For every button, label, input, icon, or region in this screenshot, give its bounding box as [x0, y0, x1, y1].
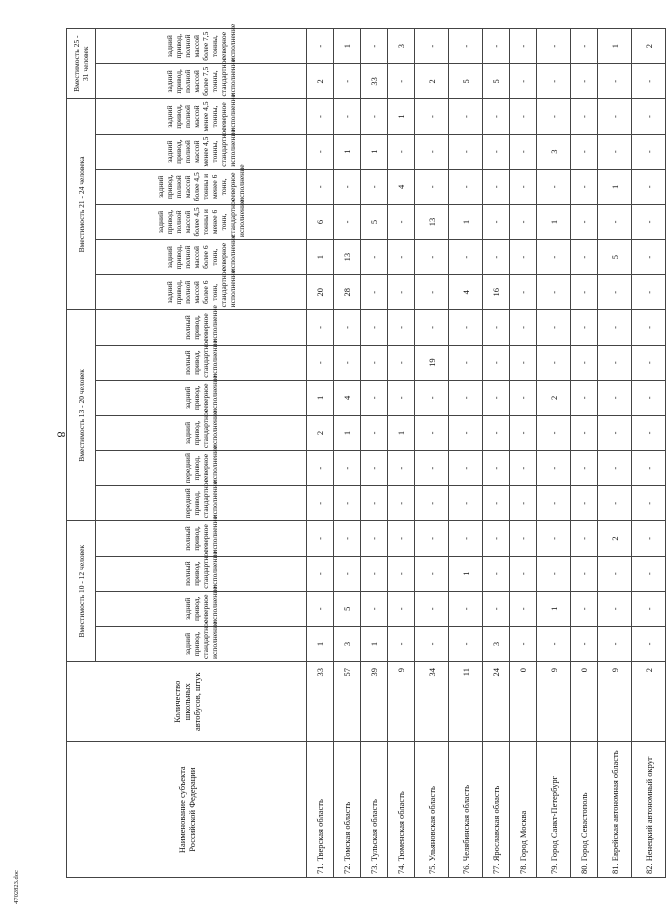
- region-name-cell: 82. Ненецкий автономный округ: [632, 742, 666, 878]
- header-subcol: полный привод, северное исполнение: [96, 310, 307, 345]
- table-body: [307, 29, 666, 878]
- value-cell: -: [449, 99, 483, 134]
- bus-count-cell: 33: [307, 662, 334, 742]
- value-cell: -: [632, 591, 666, 626]
- value-cell: -: [598, 486, 632, 521]
- value-cell: 1: [449, 204, 483, 239]
- header-region-name: Наименование субъекта Российской Федерации: [67, 742, 307, 878]
- value-cell: -: [483, 345, 510, 380]
- value-cell: -: [598, 380, 632, 415]
- value-cell: -: [537, 451, 571, 486]
- header-subcol: полный привод, северное исполнение: [96, 521, 307, 556]
- value-cell: -: [571, 204, 598, 239]
- region-name-cell: 73. Тульская область: [361, 742, 388, 878]
- header-group-25-31: Вместимость 25 - 31 человек: [67, 29, 96, 99]
- value-cell: -: [307, 310, 334, 345]
- bus-count-cell: 57: [334, 662, 361, 742]
- value-cell: 1: [449, 556, 483, 591]
- value-cell: -: [388, 134, 415, 169]
- value-cell: 1: [307, 380, 334, 415]
- value-cell: -: [632, 486, 666, 521]
- value-cell: -: [388, 240, 415, 275]
- value-cell: -: [415, 134, 449, 169]
- value-cell: 5: [361, 204, 388, 239]
- value-cell: -: [598, 626, 632, 661]
- value-cell: -: [598, 275, 632, 310]
- value-cell: 2: [632, 29, 666, 64]
- value-cell: -: [483, 169, 510, 204]
- value-cell: 3: [334, 626, 361, 661]
- value-cell: 16: [483, 275, 510, 310]
- bus-count-cell: 11: [449, 662, 483, 742]
- value-cell: -: [598, 99, 632, 134]
- bus-count-cell: 24: [483, 662, 510, 742]
- value-cell: -: [307, 29, 334, 64]
- value-cell: -: [571, 380, 598, 415]
- value-cell: 1: [334, 415, 361, 450]
- value-cell: 13: [415, 204, 449, 239]
- value-cell: -: [598, 591, 632, 626]
- value-cell: 4: [388, 169, 415, 204]
- value-cell: -: [571, 99, 598, 134]
- value-cell: -: [571, 345, 598, 380]
- value-cell: 4: [449, 275, 483, 310]
- value-cell: 2: [307, 64, 334, 99]
- value-cell: -: [510, 486, 537, 521]
- header-subcol: задний привод, полной массой более 4,5 тонны и менее 6 тонн, стандартное исполнение: [96, 204, 307, 239]
- value-cell: -: [510, 591, 537, 626]
- value-cell: -: [307, 451, 334, 486]
- rotated-table-container: [66, 23, 654, 878]
- value-cell: 19: [415, 345, 449, 380]
- value-cell: -: [632, 99, 666, 134]
- value-cell: -: [334, 169, 361, 204]
- header-subcol: задний привод, полной массой более 6 тонн, стандартное исполнение: [96, 275, 307, 310]
- value-cell: -: [361, 556, 388, 591]
- value-cell: -: [334, 204, 361, 239]
- region-name-cell: 76. Челябинская область: [449, 742, 483, 878]
- value-cell: -: [571, 169, 598, 204]
- value-cell: -: [361, 380, 388, 415]
- value-cell: -: [632, 345, 666, 380]
- value-cell: -: [632, 415, 666, 450]
- value-cell: -: [571, 275, 598, 310]
- table-row: [388, 29, 415, 878]
- value-cell: -: [483, 380, 510, 415]
- value-cell: -: [361, 415, 388, 450]
- table-row: [415, 29, 449, 878]
- value-cell: -: [537, 169, 571, 204]
- value-cell: 1: [537, 591, 571, 626]
- value-cell: -: [361, 451, 388, 486]
- value-cell: -: [632, 240, 666, 275]
- value-cell: -: [632, 451, 666, 486]
- value-cell: -: [598, 556, 632, 591]
- header-subcol: задний привод, полной массой более 7,5 тонны, северное исполнение: [96, 29, 307, 64]
- value-cell: -: [449, 380, 483, 415]
- value-cell: -: [334, 64, 361, 99]
- region-name-cell: 81. Еврейская автономная область: [598, 742, 632, 878]
- value-cell: -: [307, 99, 334, 134]
- value-cell: -: [307, 591, 334, 626]
- value-cell: -: [361, 310, 388, 345]
- table-row: [598, 29, 632, 878]
- value-cell: -: [415, 521, 449, 556]
- value-cell: -: [537, 521, 571, 556]
- value-cell: -: [483, 99, 510, 134]
- value-cell: -: [537, 345, 571, 380]
- value-cell: -: [388, 556, 415, 591]
- region-name-cell: 77. Ярославская область: [483, 742, 510, 878]
- value-cell: -: [388, 486, 415, 521]
- value-cell: -: [388, 380, 415, 415]
- header-subcol: полный привод, стандартное исполнение: [96, 556, 307, 591]
- bus-count-cell: 0: [571, 662, 598, 742]
- region-name-cell: 80. Город Севастополь: [571, 742, 598, 878]
- value-cell: -: [510, 204, 537, 239]
- table-row: [632, 29, 666, 878]
- bus-count-cell: 9: [598, 662, 632, 742]
- bus-count-cell: 9: [388, 662, 415, 742]
- value-cell: -: [537, 64, 571, 99]
- value-cell: -: [334, 521, 361, 556]
- value-cell: -: [537, 29, 571, 64]
- value-cell: 1: [307, 240, 334, 275]
- value-cell: -: [510, 169, 537, 204]
- value-cell: -: [307, 556, 334, 591]
- value-cell: 3: [483, 626, 510, 661]
- value-cell: -: [598, 64, 632, 99]
- header-subcol: полный привод, стандартное исполнение: [96, 345, 307, 380]
- value-cell: -: [510, 345, 537, 380]
- value-cell: -: [510, 556, 537, 591]
- header-subcol: передний привод, стандартное исполнение: [96, 486, 307, 521]
- value-cell: -: [632, 380, 666, 415]
- value-cell: 5: [598, 240, 632, 275]
- value-cell: -: [537, 415, 571, 450]
- value-cell: -: [361, 521, 388, 556]
- value-cell: -: [388, 64, 415, 99]
- table-row: [361, 29, 388, 878]
- value-cell: -: [510, 29, 537, 64]
- value-cell: -: [361, 591, 388, 626]
- value-cell: -: [334, 310, 361, 345]
- value-cell: 2: [598, 521, 632, 556]
- value-cell: -: [388, 626, 415, 661]
- bus-count-cell: 39: [361, 662, 388, 742]
- value-cell: -: [571, 29, 598, 64]
- value-cell: -: [537, 556, 571, 591]
- value-cell: -: [571, 451, 598, 486]
- value-cell: 5: [449, 64, 483, 99]
- value-cell: -: [537, 99, 571, 134]
- value-cell: -: [415, 240, 449, 275]
- table-row: [483, 29, 510, 878]
- school-bus-table: [66, 23, 666, 878]
- value-cell: -: [571, 521, 598, 556]
- header-subcol: задний привод, полной массой более 4,5 тонны и менее 6 тонн, северное исполнение: [96, 169, 307, 204]
- value-cell: -: [632, 64, 666, 99]
- value-cell: -: [483, 486, 510, 521]
- header-subcol: задний привод, полной массой более 7,5 тонны, стандартное исполнение: [96, 64, 307, 99]
- bus-count-cell: 0: [510, 662, 537, 742]
- value-cell: -: [483, 29, 510, 64]
- value-cell: -: [537, 310, 571, 345]
- value-cell: -: [510, 310, 537, 345]
- value-cell: -: [388, 310, 415, 345]
- value-cell: 3: [537, 134, 571, 169]
- value-cell: -: [483, 134, 510, 169]
- value-cell: 2: [415, 64, 449, 99]
- table-row: [571, 29, 598, 878]
- value-cell: -: [571, 64, 598, 99]
- value-cell: -: [510, 415, 537, 450]
- value-cell: -: [537, 275, 571, 310]
- value-cell: 1: [361, 134, 388, 169]
- header-subcol: задний привод, полной массой более 6 тонн, северное исполнение: [96, 240, 307, 275]
- value-cell: -: [449, 415, 483, 450]
- table-row: [537, 29, 571, 878]
- value-cell: 2: [307, 415, 334, 450]
- value-cell: 1: [537, 204, 571, 239]
- value-cell: -: [334, 451, 361, 486]
- value-cell: -: [483, 451, 510, 486]
- region-name-cell: 71. Тверская область: [307, 742, 334, 878]
- header-subcol: задний привод, полной массой менее 4,5 тонны, северное исполнение: [96, 99, 307, 134]
- value-cell: -: [510, 451, 537, 486]
- value-cell: 1: [334, 134, 361, 169]
- value-cell: -: [537, 240, 571, 275]
- value-cell: -: [571, 591, 598, 626]
- value-cell: -: [632, 275, 666, 310]
- value-cell: 1: [361, 626, 388, 661]
- value-cell: 6: [307, 204, 334, 239]
- value-cell: -: [334, 345, 361, 380]
- value-cell: 1: [334, 29, 361, 64]
- header-group-21-24: Вместимость 21 - 24 человека: [67, 99, 96, 310]
- value-cell: -: [483, 204, 510, 239]
- value-cell: -: [571, 556, 598, 591]
- value-cell: 13: [334, 240, 361, 275]
- table-row: [510, 29, 537, 878]
- value-cell: -: [571, 486, 598, 521]
- table-header: [67, 23, 307, 878]
- value-cell: 3: [388, 29, 415, 64]
- header-bus-count: Количество школьных автобусов, штук: [67, 662, 307, 742]
- value-cell: 1: [598, 29, 632, 64]
- value-cell: -: [415, 169, 449, 204]
- header-subcol: задний привод, полной массой менее 4,5 тонны, стандартное исполнение: [96, 134, 307, 169]
- value-cell: -: [388, 451, 415, 486]
- value-cell: -: [415, 486, 449, 521]
- value-cell: -: [415, 275, 449, 310]
- value-cell: -: [388, 591, 415, 626]
- table-row: [307, 29, 334, 878]
- value-cell: -: [307, 521, 334, 556]
- value-cell: -: [571, 626, 598, 661]
- value-cell: -: [483, 591, 510, 626]
- value-cell: -: [415, 591, 449, 626]
- header-subcol: передний привод, северное исполнение: [96, 451, 307, 486]
- value-cell: -: [361, 345, 388, 380]
- value-cell: -: [571, 134, 598, 169]
- value-cell: -: [415, 310, 449, 345]
- value-cell: -: [334, 486, 361, 521]
- value-cell: 33: [361, 64, 388, 99]
- value-cell: -: [483, 415, 510, 450]
- header-subcol: задний привод, северное исполнение: [96, 380, 307, 415]
- value-cell: -: [449, 591, 483, 626]
- value-cell: -: [510, 240, 537, 275]
- value-cell: -: [598, 345, 632, 380]
- header-group-10-12: Вместимость 10 - 12 человек: [67, 521, 96, 662]
- value-cell: 28: [334, 275, 361, 310]
- value-cell: -: [449, 626, 483, 661]
- value-cell: -: [415, 29, 449, 64]
- value-cell: -: [449, 240, 483, 275]
- value-cell: -: [415, 451, 449, 486]
- value-cell: -: [537, 626, 571, 661]
- value-cell: 20: [307, 275, 334, 310]
- value-cell: -: [307, 169, 334, 204]
- value-cell: -: [361, 29, 388, 64]
- value-cell: -: [571, 415, 598, 450]
- value-cell: -: [632, 310, 666, 345]
- value-cell: -: [449, 134, 483, 169]
- value-cell: -: [388, 275, 415, 310]
- value-cell: 1: [307, 626, 334, 661]
- value-cell: -: [415, 626, 449, 661]
- value-cell: -: [483, 521, 510, 556]
- region-name-cell: 75. Ульяновская область: [415, 742, 449, 878]
- value-cell: 1: [388, 99, 415, 134]
- header-subcol: задний привод, стандартное исполнение: [96, 626, 307, 661]
- value-cell: -: [361, 486, 388, 521]
- value-cell: -: [415, 380, 449, 415]
- value-cell: -: [571, 310, 598, 345]
- value-cell: -: [307, 134, 334, 169]
- value-cell: -: [449, 521, 483, 556]
- value-cell: -: [537, 486, 571, 521]
- value-cell: -: [361, 240, 388, 275]
- value-cell: -: [510, 380, 537, 415]
- value-cell: 4: [334, 380, 361, 415]
- value-cell: -: [361, 169, 388, 204]
- value-cell: -: [510, 99, 537, 134]
- region-name-cell: 78. Город Москва: [510, 742, 537, 878]
- value-cell: 1: [598, 169, 632, 204]
- table-row: [449, 29, 483, 878]
- region-name-cell: 79. Город Санкт-Петербург: [537, 742, 571, 878]
- bus-count-cell: 2: [632, 662, 666, 742]
- value-cell: -: [632, 521, 666, 556]
- value-cell: -: [449, 451, 483, 486]
- header-subcol: задний привод, северное исполнение: [96, 591, 307, 626]
- value-cell: -: [598, 204, 632, 239]
- value-cell: -: [415, 415, 449, 450]
- value-cell: -: [632, 134, 666, 169]
- value-cell: -: [388, 204, 415, 239]
- value-cell: -: [632, 626, 666, 661]
- region-name-cell: 72. Томская область: [334, 742, 361, 878]
- value-cell: -: [632, 556, 666, 591]
- value-cell: -: [449, 345, 483, 380]
- value-cell: 5: [334, 591, 361, 626]
- region-name-cell: 74. Тюменская область: [388, 742, 415, 878]
- value-cell: 5: [483, 64, 510, 99]
- bus-count-cell: 34: [415, 662, 449, 742]
- header-subcol: задний привод, стандартное исполнение: [96, 415, 307, 450]
- value-cell: -: [449, 310, 483, 345]
- value-cell: 2: [537, 380, 571, 415]
- value-cell: -: [510, 626, 537, 661]
- value-cell: -: [307, 345, 334, 380]
- value-cell: -: [483, 240, 510, 275]
- value-cell: -: [449, 169, 483, 204]
- value-cell: -: [449, 29, 483, 64]
- document-code: 4702823.doc: [13, 870, 20, 904]
- value-cell: -: [632, 169, 666, 204]
- value-cell: -: [415, 99, 449, 134]
- value-cell: -: [334, 99, 361, 134]
- page-number: 8: [54, 431, 69, 438]
- value-cell: -: [361, 99, 388, 134]
- value-cell: -: [632, 204, 666, 239]
- value-cell: -: [483, 310, 510, 345]
- value-cell: -: [598, 134, 632, 169]
- value-cell: -: [510, 64, 537, 99]
- value-cell: -: [449, 486, 483, 521]
- bus-count-cell: 9: [537, 662, 571, 742]
- value-cell: 1: [388, 415, 415, 450]
- value-cell: -: [307, 486, 334, 521]
- value-cell: -: [598, 310, 632, 345]
- value-cell: -: [571, 240, 598, 275]
- header-group-13-20: Вместимость 13 - 20 человек: [67, 310, 96, 521]
- value-cell: -: [510, 275, 537, 310]
- value-cell: -: [510, 521, 537, 556]
- value-cell: -: [334, 556, 361, 591]
- value-cell: -: [510, 134, 537, 169]
- value-cell: -: [388, 521, 415, 556]
- value-cell: -: [598, 451, 632, 486]
- value-cell: -: [415, 556, 449, 591]
- value-cell: -: [388, 345, 415, 380]
- table-row: [334, 29, 361, 878]
- value-cell: -: [361, 275, 388, 310]
- value-cell: -: [483, 556, 510, 591]
- value-cell: -: [598, 415, 632, 450]
